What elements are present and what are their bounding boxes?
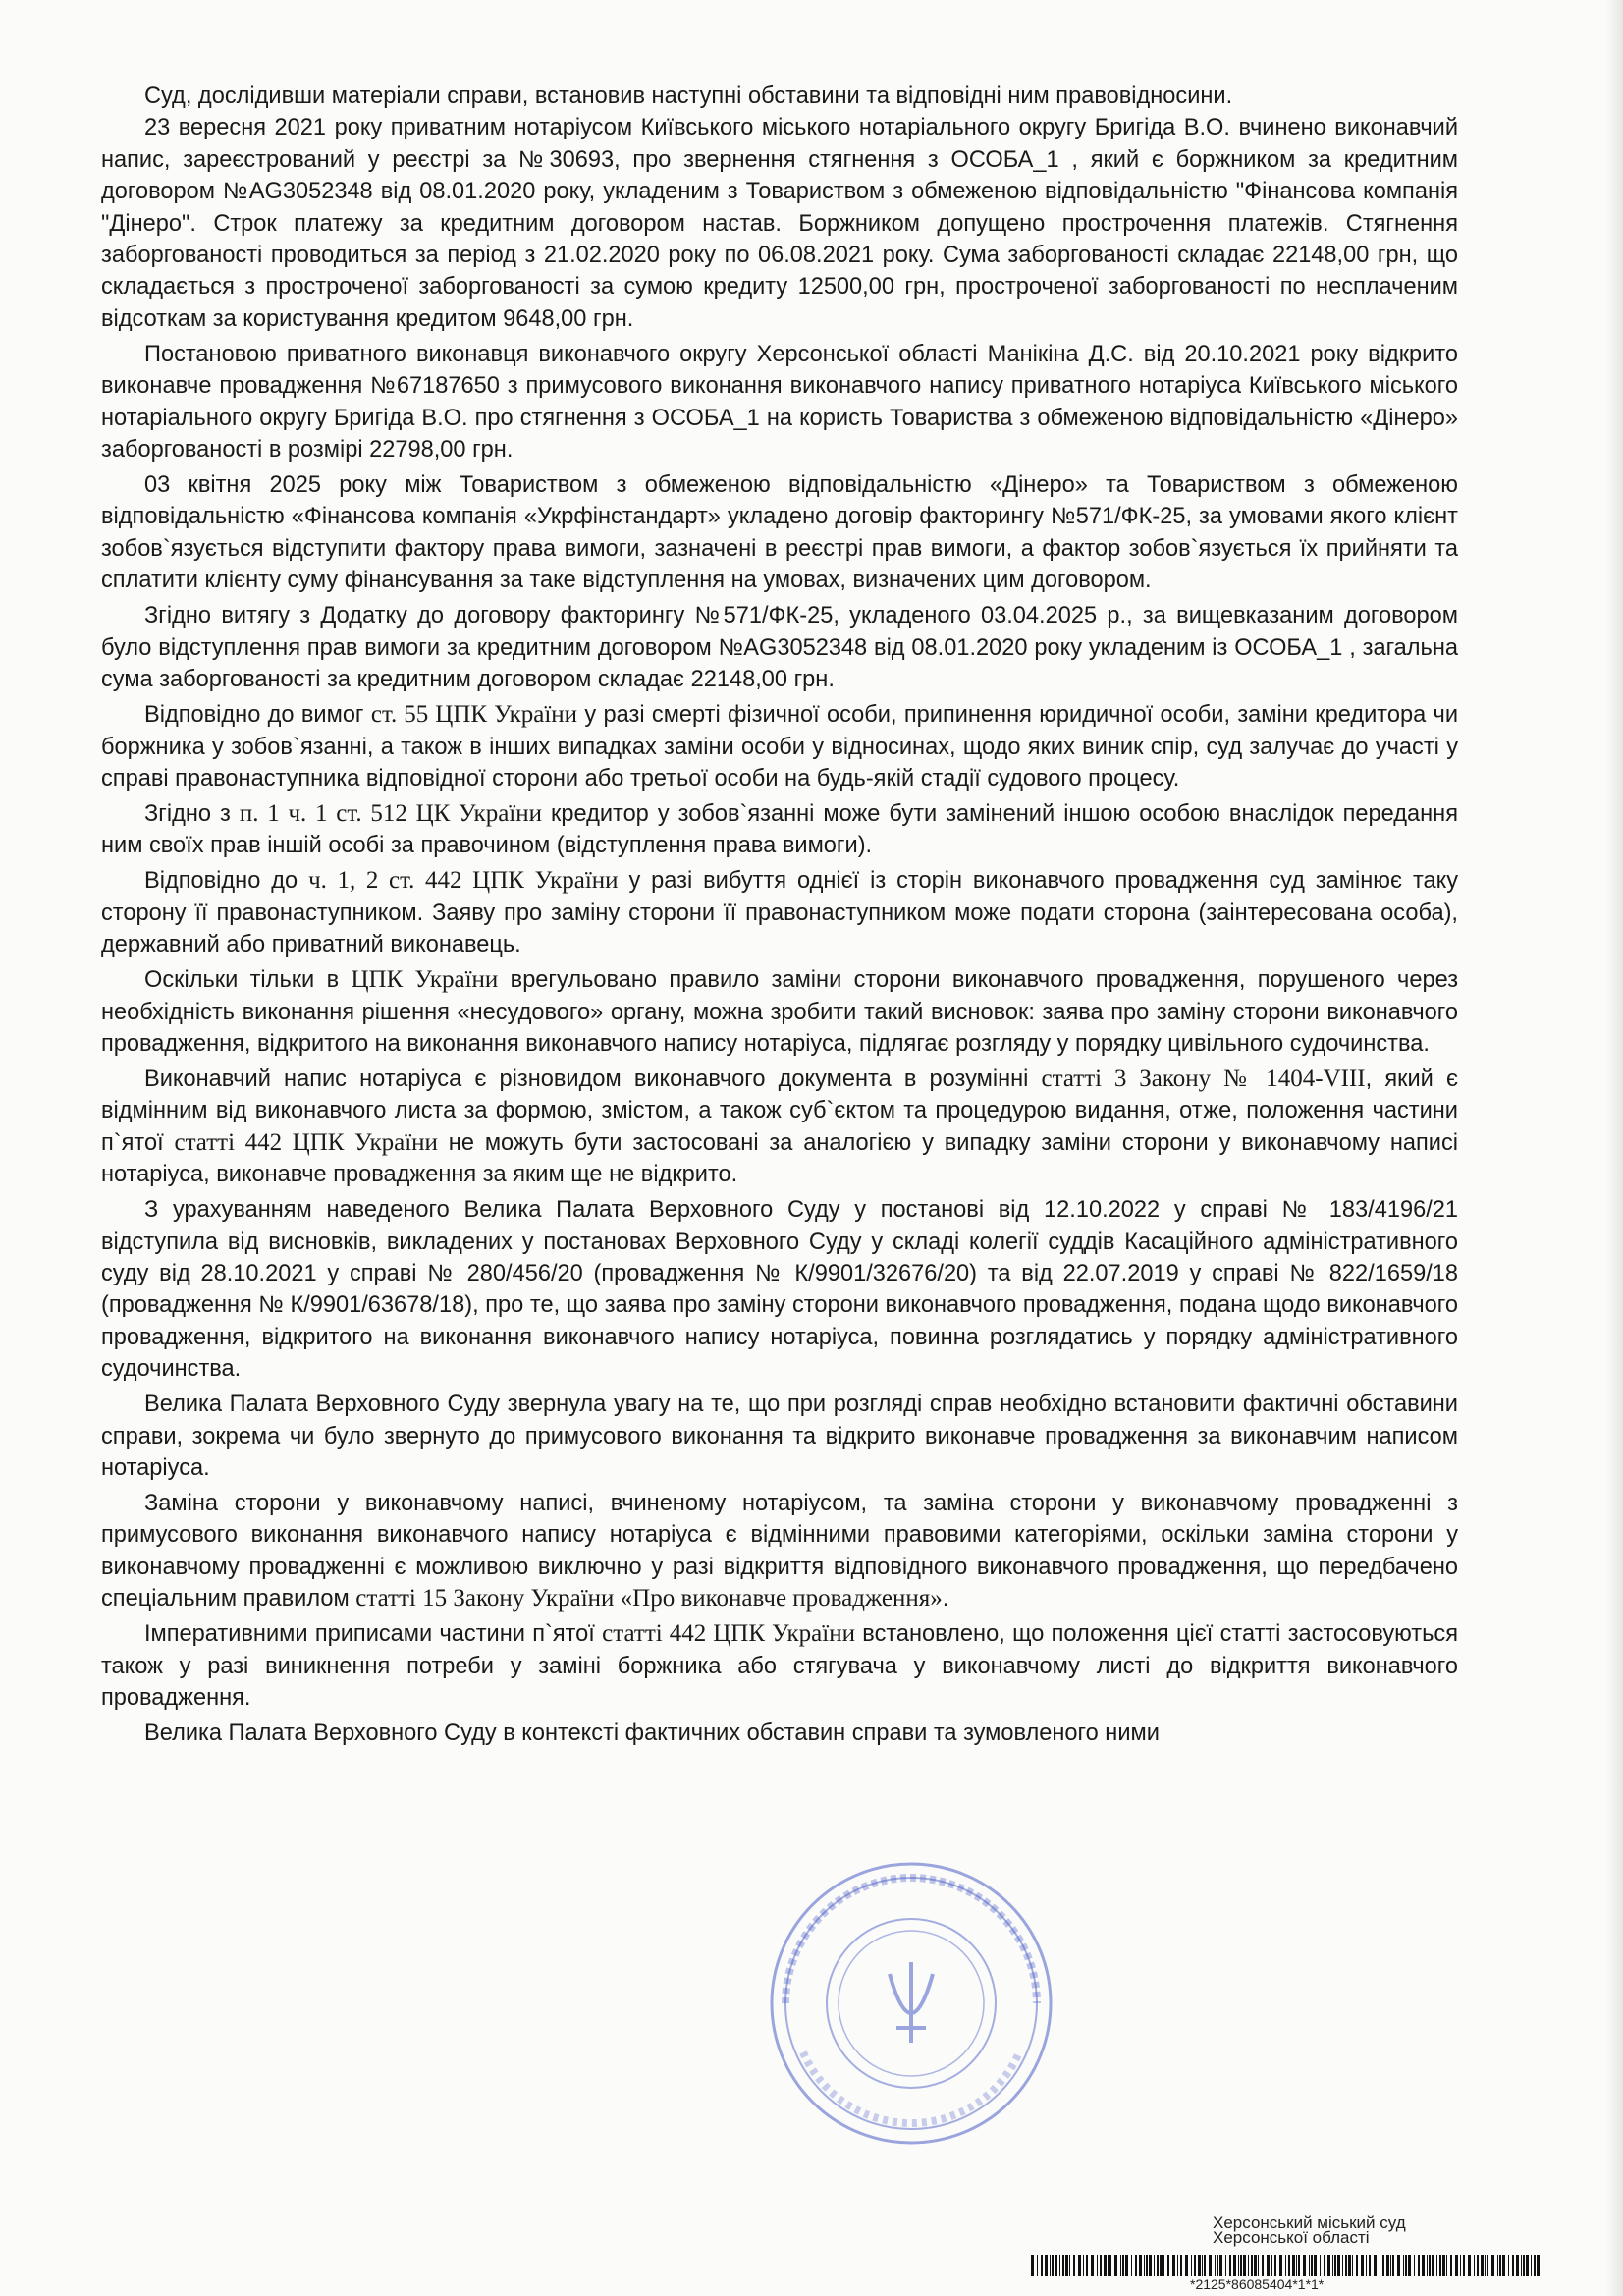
paragraph-text: Виконавчий напис нотаріуса є різновидом виконавчого документа в розумінні — [144, 1066, 1042, 1092]
paragraph: 03 квітня 2025 року між Товариством з обмеженою відповідальністю «Дінеро» та Товариством з обмеженою відповідальністю «Фінансова компанія «Укрфінстандарт» укладено договір факторингу №571/ФК-25, за умовами якого клієнт зобов`язується відступити фактору права вимоги, зазначені в реєстрі прав вимоги, а фактор зобов`язується їх прийняти та сплатити клієнту суму фінансування за таке відступлення на умовах, визначених цим договором. — [101, 472, 1458, 594]
paragraph-text: у разі смерті фізичної особи, припинення юридичної особи, заміни кредитора чи боржника у зобов`язанні, а також в інших випадках заміни особи у відносинах, щодо яких виник спір, суд залучає до участі у справі правонаступника відповідної сторони або третьої особи на будь-якій стадії судового процесу. — [101, 702, 1458, 792]
paragraph-text: Імперативними приписами частини п`ятої — [144, 1621, 603, 1648]
paragraph-text: . — [942, 1586, 949, 1613]
law-reference: статті 3 Закону № 1404-VIII — [1041, 1065, 1366, 1092]
paragraph: Суд, дослідивши матеріали справи, встановив наступні обставини та відповідні ним правовідносини. — [144, 83, 1233, 109]
paragraph — [101, 798, 1458, 862]
law-reference: статті 442 ЦПК України — [602, 1620, 855, 1648]
paragraph — [101, 964, 1458, 1060]
paragraph — [101, 1618, 1458, 1714]
paragraph — [101, 699, 1458, 794]
paragraph — [101, 865, 1458, 960]
page-edge-shadow — [1605, 0, 1623, 2296]
paragraph-text: Відповідно до вимог — [144, 702, 371, 729]
notary-seal-stamp — [764, 1856, 1058, 2151]
paragraph — [101, 1064, 1458, 1191]
paragraph-text: Згідно з — [144, 800, 240, 827]
law-reference: ст. 55 ЦПК України — [370, 701, 578, 729]
paragraph-text: кредитор у зобов`язанні може бути замінений іншою особою внаслідок передання ним своїх прав іншій особі за правочином (відступлення права вимоги). — [101, 800, 1458, 859]
law-reference: п. 1 ч. 1 ст. 512 ЦК України — [239, 799, 542, 827]
barcode-number: *2125*86085404*1*1* — [1190, 2276, 1325, 2292]
paragraph: Велика Палата Верховного Суду звернула увагу на те, що при розгляді справ необхідно встановити фактичні обставини справи, зокрема чи було звернуто до примусового виконання та відкрито виконавче провадження за виконавчим написом нотаріуса. — [101, 1392, 1458, 1481]
paragraph: З урахуванням наведеного Велика Палата Верховного Суду у постанові від 12.10.2022 у справі № 183/4196/21 відступила від висновків, викладених у постановах Верховного Суду у складі колегії суддів Касаційного адміністративного суду від 28.10.2021 у справі № 280/456/20 (провадження № К/9901/32676/20) та від 22.07.2019 у справі № 822/1659/18 (провадження № К/9901/63678/18), про те, що заява про заміну сторони виконавчого провадження, подана щодо виконавчого провадження, відкритого на виконання виконавчого напису нотаріуса, повинна розглядатись у порядку адміністративного судочинства. — [101, 1197, 1458, 1383]
paragraph: Згідно витягу з Додатку до договору факторингу №571/ФК-25, укладеного 03.04.2025 р., за вищевказаним договором було відступлення прав вимоги за кредитним договором №AG3052348 від 08.01.2020 року укладеним із ОСОБА_1 , загальна сума заборгованості за кредитним договором складає 22148,00 грн. — [101, 603, 1458, 693]
paragraph: 23 вересня 2021 року приватним нотаріусом Київського міського нотаріального округу Бригіда В.О. вчинено виконавчий напис, зареєстрований у реєстрі за №30693, про звернення стягнення з ОСОБА_1 , який є боржником за кредитним договором №AG3052348 від 08.01.2020 року, укладеним з Товариством з обмеженою відповідальністю "Фінансова компанія "Дінеро". Строк платежу за кредитним договором настав. Боржником допущено прострочення платежів. Стягнення заборгованості проводиться за період з 21.02.2020 року по 06.08.2021 року. Сума заборгованості складає 22148,00 грн, що складається з простроченої заборгованості за сумою кредиту 12500,00 грн, простроченої заборгованості по несплаченим відсоткам за користування кредитом 9648,00 грн. — [101, 115, 1458, 332]
paragraph-text: Оскільки тільки в — [144, 967, 352, 994]
paragraph-text: врегульовано правило заміни сторони виконавчого провадження, порушеного через необхідність виконання рішення «несудового» органу, можна зробити такий висновок: заява про заміну сторони виконавчого провадження, відкритого на виконання виконавчого напису нотаріуса, підлягає розгляду у порядку цивільного судочинства. — [101, 967, 1459, 1057]
barcode — [1031, 2255, 1542, 2276]
court-region-line: Херсонської області — [1213, 2228, 1370, 2247]
document-body — [101, 81, 1458, 1753]
law-reference: ч. 1, 2 ст. 442 ЦПК України — [308, 867, 619, 895]
paragraph — [101, 1488, 1458, 1615]
paragraph: Велика Палата Верховного Суду в контексті фактичних обставин справи та зумовленого ними — [144, 1721, 1160, 1747]
law-reference: ЦПК України — [351, 966, 499, 994]
paragraph-text: у разі вибуття однієї із сторін виконавчого провадження суд замінює таку сторону її правонаступником. Заяву про заміну сторони її правонаступником може подати сторона (заінтересована особа), державний або приватний виконавець. — [101, 868, 1458, 958]
paragraph-text: не можуть бути застосовані за аналогією у випадку заміни сторони у виконавчому написі нотаріуса, виконавче провадження за яким ще не відкрито. — [101, 1129, 1458, 1188]
paragraph-text: Заміна сторони у виконавчому написі, вчиненому нотаріусом, та заміна сторони у виконавчому провадженні з примусового виконання виконавчого напису нотаріуса є відмінними правовими категоріями, оскільки заміна сторони у виконавчому провадженні є можливою виключно у разі відкриття відповідного виконавчого провадження, що передбачено спеціальним правилом — [101, 1491, 1458, 1613]
paragraph-text: Відповідно до — [144, 868, 309, 895]
law-reference: статті 15 Закону України «Про виконавче провадження» — [355, 1585, 943, 1613]
court-name-mark — [1213, 2215, 1406, 2245]
court-name-line: Херсонський міський суд — [1213, 2214, 1406, 2232]
paragraph-text: встановлено, що положення цієї статті застосовуються також у разі виникнення потреби у заміні боржника або стягувача у виконавчому листі до відкриття виконавчого провадження. — [101, 1621, 1458, 1712]
paragraph: Постановою приватного виконавця виконавчого округу Херсонської області Манікіна Д.С. від 20.10.2021 року відкрито виконавче провадження №67187650 з примусового виконання виконавчого напису приватного нотаріуса Київського міського нотаріального округу Бригіда В.О. про стягнення з ОСОБА_1 на користь Товариства з обмеженою відповідальністю «Дінеро» заборгованості в розмірі 22798,00 грн. — [101, 341, 1458, 464]
law-reference: статті 442 ЦПК України — [174, 1128, 438, 1156]
paragraph-text: , який є відмінним від виконавчого листа за формою, змістом, а також суб`єктом та процедурою видання, отже, положення частини п`ятої — [101, 1066, 1458, 1156]
